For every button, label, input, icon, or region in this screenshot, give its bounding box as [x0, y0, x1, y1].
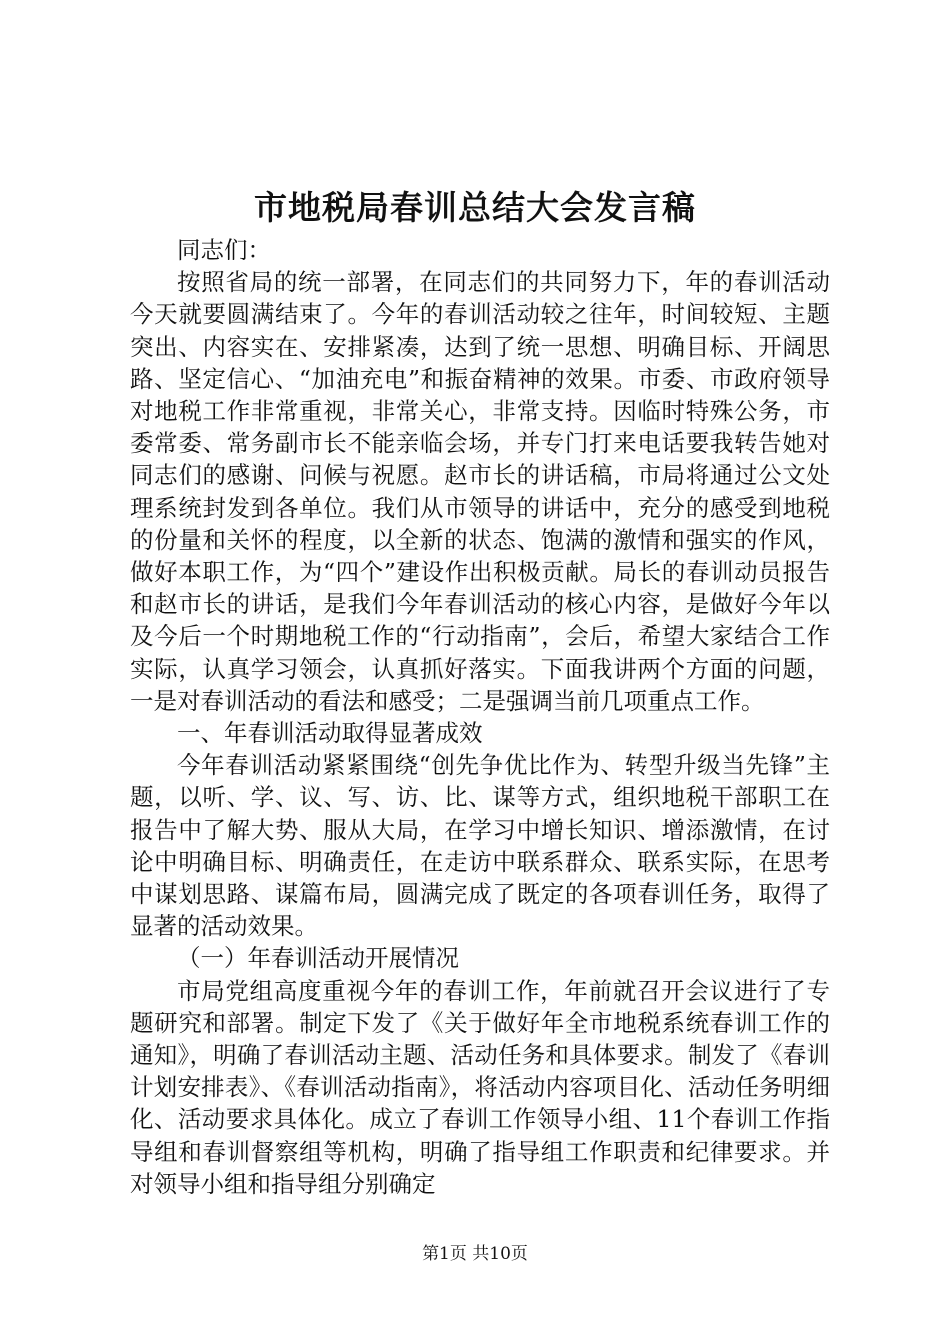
page-footer: 第1页 共10页	[422, 1244, 528, 1264]
subsection-heading: （一）年春训活动开展情况	[177, 944, 459, 973]
section-heading: 一、年春训活动取得显著成效	[177, 719, 483, 748]
body-paragraph: 按照省局的统一部署，在同志们的共同努力下，年的春训活动今天就要圆满结束了。今年的春训活动较之往年，时间较短、主题突出、内容实在、安排紧凑，达到了统一思想、明确目标、开阔思路、坚定信心、“加油充电”和振奋精神的效果。市委、市政府领导对地税工作非常重视，非常关心，非常支持。因临时特殊公务，市委常委、常务副市长不能亲临会场，并专门打来电话要我转告她对同志们的感谢、问候与祝愿。赵市长的讲话稿，市局将通过公文处理系统封发到各单位。我们从市领导的讲话中，充分的感受到地税的份量和关怀的程度，以全新的状态、饱满的激情和强实的作风，做好本职工作，为“四个”建设作出积极贡献。局长的春训动员报告和赵市长的讲话，是我们今年春训活动的核心内容，是做好今年以及今后一个时期地税工作的“行动指南”，会后，希望大家结合工作实际，认真学习领会，认真抓好落实。下面我讲两个方面的问题，一是对春训活动的看法和感受；二是强调当前几项重点工作。	[130, 268, 830, 715]
document-title: 市地税局春训总结大会发言稿	[254, 188, 696, 227]
salutation-paragraph: 同志们：	[177, 236, 271, 264]
body-paragraph: 今年春训活动紧紧围绕“创先争优比作为、转型升级当先锋”主题，以听、学、议、写、访、比、谋等方式，组织地税干部职工在报告中了解大势、服从大局，在学习中增长知识、增添激情，在讨论中明确目标、明确责任，在走访中联系群众、联系实际，在思考中谋划思路、谋篇布局，圆满完成了既定的各项春训任务，取得了显著的活动效果。	[130, 751, 830, 941]
document-body	[130, 234, 830, 1200]
body-paragraph: 市局党组高度重视今年的春训工作，年前就召开会议进行了专题研究和部署。制定下发了《关于做好年全市地税系统春训工作的通知》，明确了春训活动主题、活动任务和具体要求。制发了《春训计划安排表》、《春训活动指南》，将活动内容项目化、活动任务明细化、活动要求具体化。成立了春训工作领导小组、11个春训工作指导组和春训督察组等机构，明确了指导组工作职责和纪律要求。并对领导小组和指导组分别确定	[130, 976, 830, 1198]
